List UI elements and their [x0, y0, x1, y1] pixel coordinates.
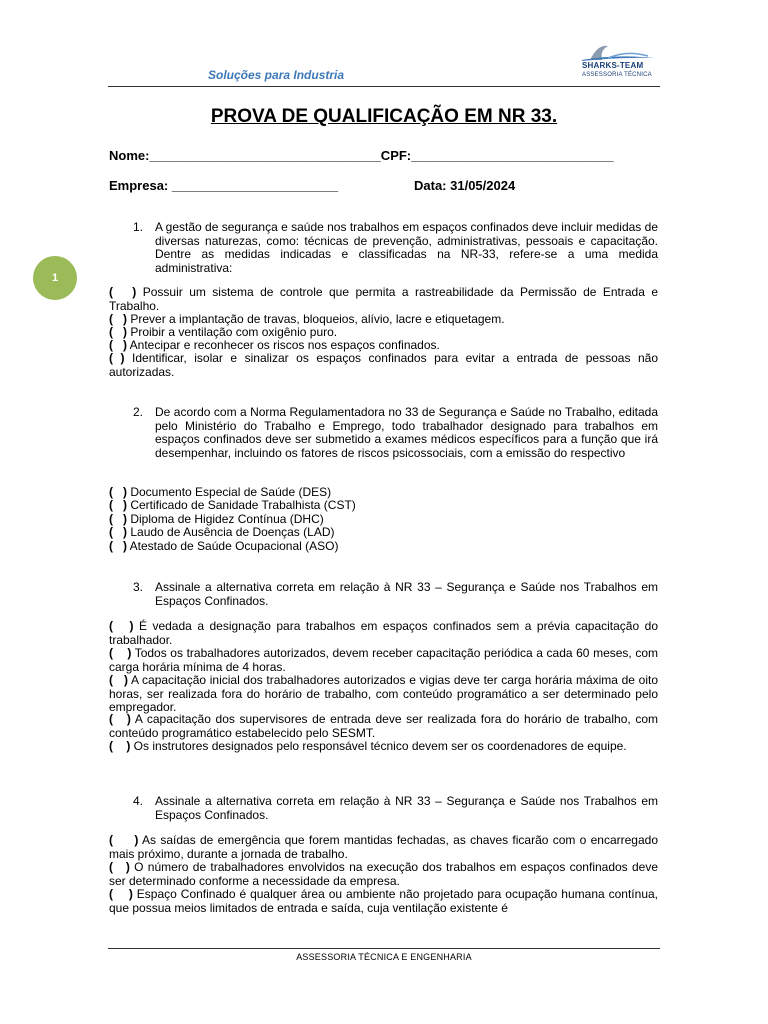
option-3b[interactable]: ( ) Todos os trabalhadores autorizados, devem receber capacitação periódica a cada 60 meses, com carga horária mínima de 4 horas.: [109, 646, 658, 674]
shark-fin-icon: [578, 42, 658, 62]
option-1e[interactable]: ( ) Identificar, isolar e sinalizar os espaços confinados para evitar a entrada de pessoas não autorizadas.: [109, 351, 658, 379]
option-3e[interactable]: ( ) Os instrutores designados pelo responsável técnico devem ser os coordenadores de equipe.: [109, 739, 627, 753]
question-2: [133, 406, 658, 460]
option-2b[interactable]: ( ) Certificado de Sanidade Trabalhista (CST): [109, 498, 356, 512]
option-1d[interactable]: ( ) Antecipar e reconhecer os riscos nos espaços confinados.: [109, 338, 440, 352]
question-text: Assinale a alternativa correta em relação à NR 33 – Segurança e Saúde nos Trabalhos em Espaços Confinados.: [155, 580, 658, 608]
header-divider: [108, 86, 660, 87]
company-field: Empresa: _______________________: [109, 178, 339, 193]
question-number: 3.: [133, 580, 144, 594]
question-number: 2.: [133, 405, 144, 419]
question-number: 1.: [133, 220, 144, 234]
option-2a[interactable]: ( ) Documento Especial de Saúde (DES): [109, 485, 332, 499]
question-3: [133, 581, 658, 608]
option-3d[interactable]: ( ) A capacitação dos supervisores de entrada deve ser realizada fora do horário de trabalho, com conteúdo programático estabelecido pelo SESMT.: [109, 712, 659, 740]
option-1b[interactable]: ( ) Prever a implantação de travas, bloqueios, alívio, lacre e etiquetagem.: [109, 312, 505, 326]
option-4c[interactable]: ( ) Espaço Confinado é qualquer área ou ambiente não projetado para ocupação humana contínua, que possua meios limitados de entrada e saída, cuja ventilação existente é: [109, 887, 658, 915]
question-1: [133, 221, 658, 275]
document-title: PROVA DE QUALIFICAÇÃO EM NR 33.: [210, 106, 558, 127]
logo-name: SHARKS-TEAM: [582, 61, 644, 70]
option-4a[interactable]: ( ) As saídas de emergência que forem mantidas fechadas, as chaves ficarão com o encarregado mais próximo, durante a jornada de trabalho.: [109, 833, 658, 861]
question-4: [133, 795, 658, 822]
option-3a[interactable]: ( ) É vedada a designação para trabalhos em espaços confinados sem a prévia capacitação do trabalhador.: [109, 619, 658, 647]
company-logo: [578, 42, 658, 84]
question-text: A gestão de segurança e saúde nos trabalhos em espaços confinados deve incluir medidas de diversas naturezas, como: técnicas de prevenção, administrativas, pessoais e capacitação. Dentre as medidas indicadas e classificadas na NR-33, refere-se a uma medida administrativa:: [155, 220, 658, 275]
page-number-badge: 1: [33, 256, 77, 300]
option-2c[interactable]: ( ) Diploma de Higidez Contínua (DHC): [109, 512, 324, 526]
logo-tagline: ASSESSORIA TÉCNICA: [582, 72, 652, 78]
question-text: De acordo com a Norma Regulamentadora no 33 de Segurança e Saúde no Trabalho, editada pelo Ministério do Trabalho e Emprego, todo trabalhador designado para trabalhos em espaços confinados deve ser submetido a exames médicos específicos para a função que irá desempenhar, incluindo os fatores de riscos psicossociais, com a emissão do respectivo: [155, 405, 658, 460]
option-4b[interactable]: ( ) O número de trabalhadores envolvidos na execução dos trabalhos em espaços confinados deve ser determinado conforme a necessidade da empresa.: [109, 860, 658, 888]
date-field: Data: 31/05/2024: [414, 178, 516, 193]
option-2d[interactable]: ( ) Laudo de Ausência de Doenças (LAD): [109, 525, 335, 539]
footer-text: ASSESSORIA TÉCNICA E ENGENHARIA: [296, 952, 472, 962]
footer-divider: [108, 948, 660, 949]
option-3c[interactable]: ( ) A capacitação inicial dos trabalhadores autorizados e vigias deve ter carga horária máxima de oito horas, ser realizada fora do horário de trabalho, com conteúdo programático a ser determinado pelo empregador.: [109, 673, 658, 714]
option-1c[interactable]: ( ) Proibir a ventilação com oxigênio puro.: [109, 325, 338, 339]
option-2e[interactable]: ( ) Atestado de Saúde Ocupacional (ASO): [109, 539, 339, 553]
name-cpf-field: Nome:________________________________CPF:____________________________: [109, 148, 614, 163]
option-1a[interactable]: ( ) Possuir um sistema de controle que permita a rastreabilidade da Permissão de Entrada e Trabalho.: [109, 285, 658, 313]
header-subtitle: Soluções para Industria: [208, 68, 345, 82]
question-number: 4.: [133, 794, 144, 808]
question-text: Assinale a alternativa correta em relação à NR 33 – Segurança e Saúde nos Trabalhos em Espaços Confinados.: [155, 794, 658, 822]
